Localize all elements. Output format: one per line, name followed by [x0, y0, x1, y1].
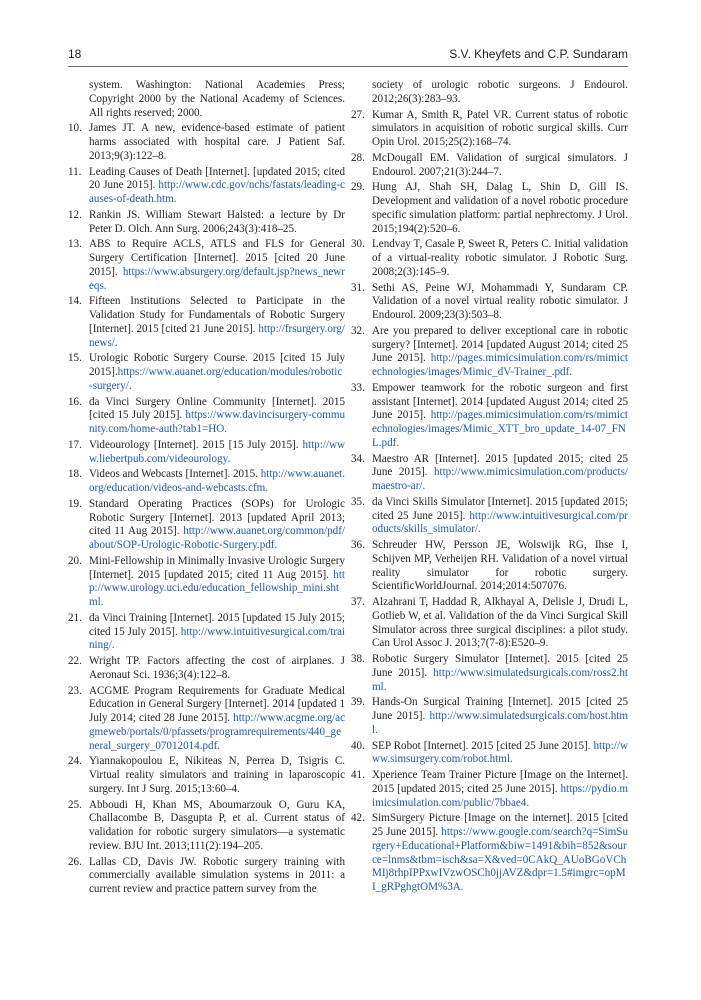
reference-link[interactable]: http://www.simulatedsurgicals.com/host.html. — [372, 710, 628, 736]
reference-text: SEP Robot [Internet]. 2015 [cited 25 June 2015]. — [372, 739, 594, 752]
reference-text: ABS to Require ACLS, ATLS and FLS for General Surgery Certification [Internet]. 2015 [cited 20 June 2015]. — [89, 238, 345, 278]
reference-number: 27. — [351, 108, 365, 121]
reference-number: 41. — [351, 769, 365, 781]
reference-link[interactable]: https://pydio.mimicsimulation.com/public/7bbae4. — [372, 782, 628, 809]
reference-text: society of urologic robotic surgeons. J Endourol. 2012;26(3):283–93. — [372, 79, 628, 105]
reference-item — [68, 612, 345, 653]
reference-number: 31. — [351, 281, 365, 294]
reference-number: 30. — [351, 238, 365, 251]
reference-item — [68, 295, 345, 350]
reference-text: Maestro AR [Internet]. 2015 [updated 2015; cited 25 June 2015]. — [372, 452, 628, 479]
reference-item — [68, 209, 345, 237]
reference-item — [68, 166, 345, 207]
reference-text: Yiannakopoulou E, Nikiteas N, Perrea D, Tsigris C. Virtual reality simulators and training in laparoscopic surgery. Int J Surg. 2015;13:60–4. — [89, 755, 345, 795]
reference-text: Kumar A, Smith R, Patel VR. Current status of robotic simulators in acquisition of robotic surgical skills. Curr Opin Urol. 2015;25(2):168–74. — [372, 108, 628, 148]
reference-text: Fifteen Institutions Selected to Participate in the Validation Study for Fundamentals of Robotic Surgery [Internet]. 2015 [cited 21 June 2015]. — [89, 295, 345, 335]
reference-text: Lendvay T, Casale P, Sweet R, Peters C. Initial validation of a virtual-reality robotic simulator. J Robotic Surg. 2008;2(3):145–9. — [372, 238, 628, 278]
reference-link[interactable]: http://www.auanet.org/common/pdf/about/SOP-Urologic-Robotic-Surgery.pdf. — [89, 525, 345, 551]
reference-link[interactable]: http://pages.mimicsimulation.com/rs/mimictechnologies/images/Mimic_XTT_bro_update_14-07_FNL.pdf. — [372, 409, 628, 449]
reference-item — [351, 152, 628, 180]
reference-item — [351, 653, 628, 694]
reference-item — [351, 282, 628, 323]
reference-number: 13. — [68, 238, 82, 251]
reference-text: Videos and Webcasts [Internet]. 2015. — [89, 468, 261, 481]
reference-text: Xperience Team Trainer Picture [Image on the Internet]. 2015 [updated 2015; cited 25 June 2015]. — [372, 769, 628, 795]
reference-link[interactable]: http://www.auanet.org/education/videos-and-webcasts.cfm. — [89, 468, 346, 494]
reference-item — [351, 325, 628, 380]
reference-number: 29. — [351, 181, 365, 194]
reference-text: da Vinci Skills Simulator [Internet]. 2015 [updated 2015; cited 25 June 2015]. — [372, 495, 628, 522]
reference-item — [68, 555, 345, 610]
reference-number: 11. — [68, 165, 82, 178]
reference-item — [351, 696, 628, 737]
reference-text: Standard Operating Practices (SOPs) for Urologic Robotic Surgery [Internet]. 2013 [updated April 2013; cited 11 Aug 2015]. — [89, 497, 345, 538]
reference-item — [68, 498, 345, 553]
reference-number: 23. — [68, 684, 82, 697]
reference-item — [351, 79, 628, 107]
reference-item — [351, 740, 628, 768]
header-rule — [68, 66, 628, 67]
reference-text: Robotic Surgery Simulator [Internet]. 2015 [cited 25 June 2015]. — [372, 653, 628, 679]
reference-item — [68, 439, 345, 467]
reference-text: Schreuder HW, Persson JE, Wolswijk RG, Ihse I, Schijven MP, Verheijen RH. Validation of a novel virtual reality simulator for robotic surgery. ScientificWorldJournal. 2014;2014:507076. — [372, 539, 628, 593]
reference-number: 22. — [68, 655, 82, 667]
reference-item — [351, 496, 628, 537]
reference-text: Empower teamwork for the robotic surgeon and first assistant [Internet]. 2014 [updated August 2014; cited 25 June 2015]. — [372, 381, 628, 422]
references-right-column — [351, 79, 628, 897]
reference-number: 20. — [68, 554, 82, 567]
reference-item — [68, 685, 345, 754]
reference-item — [351, 109, 628, 150]
reference-text: da Vinci Surgery Online Community [Internet]. 2015 [cited 15 July 2015]. — [89, 395, 345, 422]
reference-number: 16. — [68, 395, 82, 408]
reference-text: ACGME Program Requirements for Graduate Medical Education in General Surgery [Internet]. 2014 [updated 1 July 2014; cited 28 June 2015]. — [89, 684, 345, 724]
reference-text: Are you prepared to deliver exceptional care in robotic surgery? [Internet]. 2014 [updated August 2014; cited 25 June 2015]. — [372, 324, 628, 365]
reference-number: 33. — [351, 381, 365, 394]
reference-item — [68, 79, 345, 120]
reference-number: 14. — [68, 295, 82, 308]
reference-text: SimSurgery Picture [Image on the internet]. 2015 [cited 25 June 2015]. — [372, 812, 628, 838]
reference-item — [351, 181, 628, 236]
running-head: S.V. Kheyfets and C.P. Sundaram — [449, 47, 628, 61]
reference-text: Leading Causes of Death [Internet]. [updated 2015; cited 20 June 2015]. — [89, 165, 345, 192]
reference-item — [68, 799, 345, 854]
reference-link[interactable]: http://www.mimicsimulation.com/products/maestro-ar/. — [372, 466, 628, 492]
reference-number: 40. — [351, 739, 365, 752]
reference-item — [68, 856, 345, 897]
reference-text: da Vinci Training [Internet]. 2015 [updated 15 July 2015; cited 15 July 2015]. — [89, 611, 345, 638]
reference-item — [351, 812, 628, 895]
reference-link[interactable]: http://www.simulatedsurgicals.com/ross2.html. — [372, 666, 628, 693]
reference-text: Sethi AS, Peine WJ, Mohammadi Y, Sundaram CP. Validation of a novel virtual reality robotic simulator. J Endourol. 2009;23(3):503–8. — [372, 281, 628, 321]
reference-item — [351, 382, 628, 451]
reference-link[interactable]: https://www.absurgery.org/default.jsp?news_newreqs. — [89, 265, 345, 292]
reference-text: McDougall EM. Validation of surgical simulators. J Endourol. 2007;21(3):244–7. — [372, 151, 628, 178]
reference-item — [351, 596, 628, 651]
reference-text: Rankin JS. William Stewart Halsted: a lecture by Dr Peter D. Olch. Ann Surg. 2006;243(3):418–25. — [89, 208, 345, 235]
reference-number: 28. — [351, 151, 365, 164]
page-header — [68, 44, 628, 64]
reference-number: 24. — [68, 755, 82, 768]
reference-number: 42. — [351, 812, 365, 825]
reference-number: 10. — [68, 122, 82, 135]
reference-item — [68, 655, 345, 683]
reference-text: Abboudi H, Khan MS, Aboumarzouk O, Guru KA, Challacombe B, Dasgupta P, et al. Current status of validation for robotic surgery simulators—a systematic review. BJU Int. 2013;111(2):194–205. — [89, 798, 345, 852]
reference-number: 26. — [68, 855, 82, 868]
reference-item — [351, 453, 628, 494]
reference-text: Hung AJ, Shah SH, Dalag L, Shin D, Gill IS. Development and validation of a novel robotic procedure specific simulation platform: partial nephrectomy. J Urol. 2015;194(2):520–6. — [372, 181, 628, 235]
reference-number: 12. — [68, 208, 82, 221]
reference-text: Hands-On Surgical Training [Internet]. 2015 [cited 25 June 2015]. — [372, 696, 628, 722]
reference-number: 32. — [351, 324, 365, 337]
reference-number: 34. — [351, 452, 365, 465]
reference-item — [351, 769, 628, 810]
references-left-column — [68, 79, 345, 899]
reference-text: Lallas CD, Davis JW. Robotic surgery training with commercially available simulation systems in 2011: a current review and practice pattern survey from the — [89, 855, 345, 895]
reference-number: 17. — [68, 438, 82, 451]
reference-text: Alzahrani T, Haddad R, Alkhayal A, Delisle J, Drudi L, Gotlieb W, et al. Validation of the da Vinci Surgical Skill Simulator across three surgical disciplines: a pilot study. Can Urol Assoc J. 2013;7(7-8):E520–9. — [372, 596, 628, 650]
reference-number: 37. — [351, 596, 365, 608]
reference-text: Wright TP. Factors affecting the cost of airplanes. J Aeronaut Sci. 1936;3(4):122–8. — [89, 655, 345, 681]
reference-link[interactable]: https://www.davincisurgery-community.com/home-auth?tab1=HO. — [89, 409, 345, 435]
reference-item — [68, 238, 345, 293]
reference-link[interactable]: https://www.auanet.org/education/modules/robotic-surgery/. — [89, 366, 343, 392]
reference-link[interactable]: http://www.simsurgery.com/robot.html. — [372, 739, 628, 766]
reference-link[interactable]: http://pages.mimicsimulation.com/rs/mimictechnologies/images/Mimic_dV-Trainer_.pdf. — [372, 352, 628, 378]
reference-link[interactable]: http://www.cdc.gov/nchs/fastats/leading-causes-of-death.htm. — [89, 179, 345, 205]
reference-link[interactable]: http://www.intuitivesurgical.com/training/. — [89, 625, 345, 652]
reference-number: 35. — [351, 495, 365, 508]
reference-text: Mini-Fellowship in Minimally Invasive Urologic Surgery [Internet]. 2015 [updated 2015; cited 11 Aug 2015]. — [89, 554, 345, 581]
reference-text: Urologic Robotic Surgery Course. 2015 [cited 15 July 2015]. — [89, 352, 345, 378]
page-number: 18 — [68, 47, 82, 61]
reference-link[interactable]: http://frsurgery.org/news/. — [89, 322, 345, 349]
reference-number: 39. — [351, 696, 365, 709]
reference-number: 19. — [68, 497, 82, 510]
reference-item — [68, 468, 345, 496]
reference-number: 25. — [68, 798, 82, 811]
reference-text: Videourology [Internet]. 2015 [15 July 2015]. — [89, 438, 303, 451]
reference-link[interactable]: http://www.intuitivesurgical.com/products/skills_simulator/. — [372, 509, 628, 536]
reference-text: system. Washington: National Academies Press; Copyright 2000 by the National Academy of Sciences. All rights reserved; 2000. — [89, 79, 345, 119]
reference-link[interactable]: https://www.google.com/search?q=SimSurgery+Educational+Platform&biw=1491&bih=852&source=lnms&tbm=isch&sa=X&ved=0CAkQ_AUoBGoVChMIj8rhpIPPxwIVzwOSCh0jjAVZ&dpr=1.5#imgrc=opMI_gRPghgtOM%3A. — [372, 826, 628, 893]
reference-item — [68, 352, 345, 393]
reference-item — [68, 396, 345, 437]
reference-number: 21. — [68, 611, 82, 624]
reference-link[interactable]: http://www.urology.uci.edu/education_fellowship_mini.shtml. — [89, 568, 345, 608]
reference-number: 38. — [351, 653, 365, 665]
reference-link[interactable]: http://www.acgme.org/acgmeweb/portals/0/pfassets/programrequirements/440_general_surgery_07012014.pdf. — [89, 712, 345, 752]
reference-link[interactable]: http://www.liebertpub.com/videourology. — [89, 438, 345, 465]
reference-item — [68, 755, 345, 796]
reference-item — [68, 122, 345, 163]
reference-item — [351, 539, 628, 594]
reference-number: 18. — [68, 468, 82, 481]
reference-number: 36. — [351, 539, 365, 551]
reference-number: 15. — [68, 352, 82, 365]
reference-item — [351, 238, 628, 279]
reference-text: James JT. A new, evidence-based estimate of patient harms associated with hospital care. J Patient Saf. 2013;9(3):122–8. — [89, 122, 345, 162]
